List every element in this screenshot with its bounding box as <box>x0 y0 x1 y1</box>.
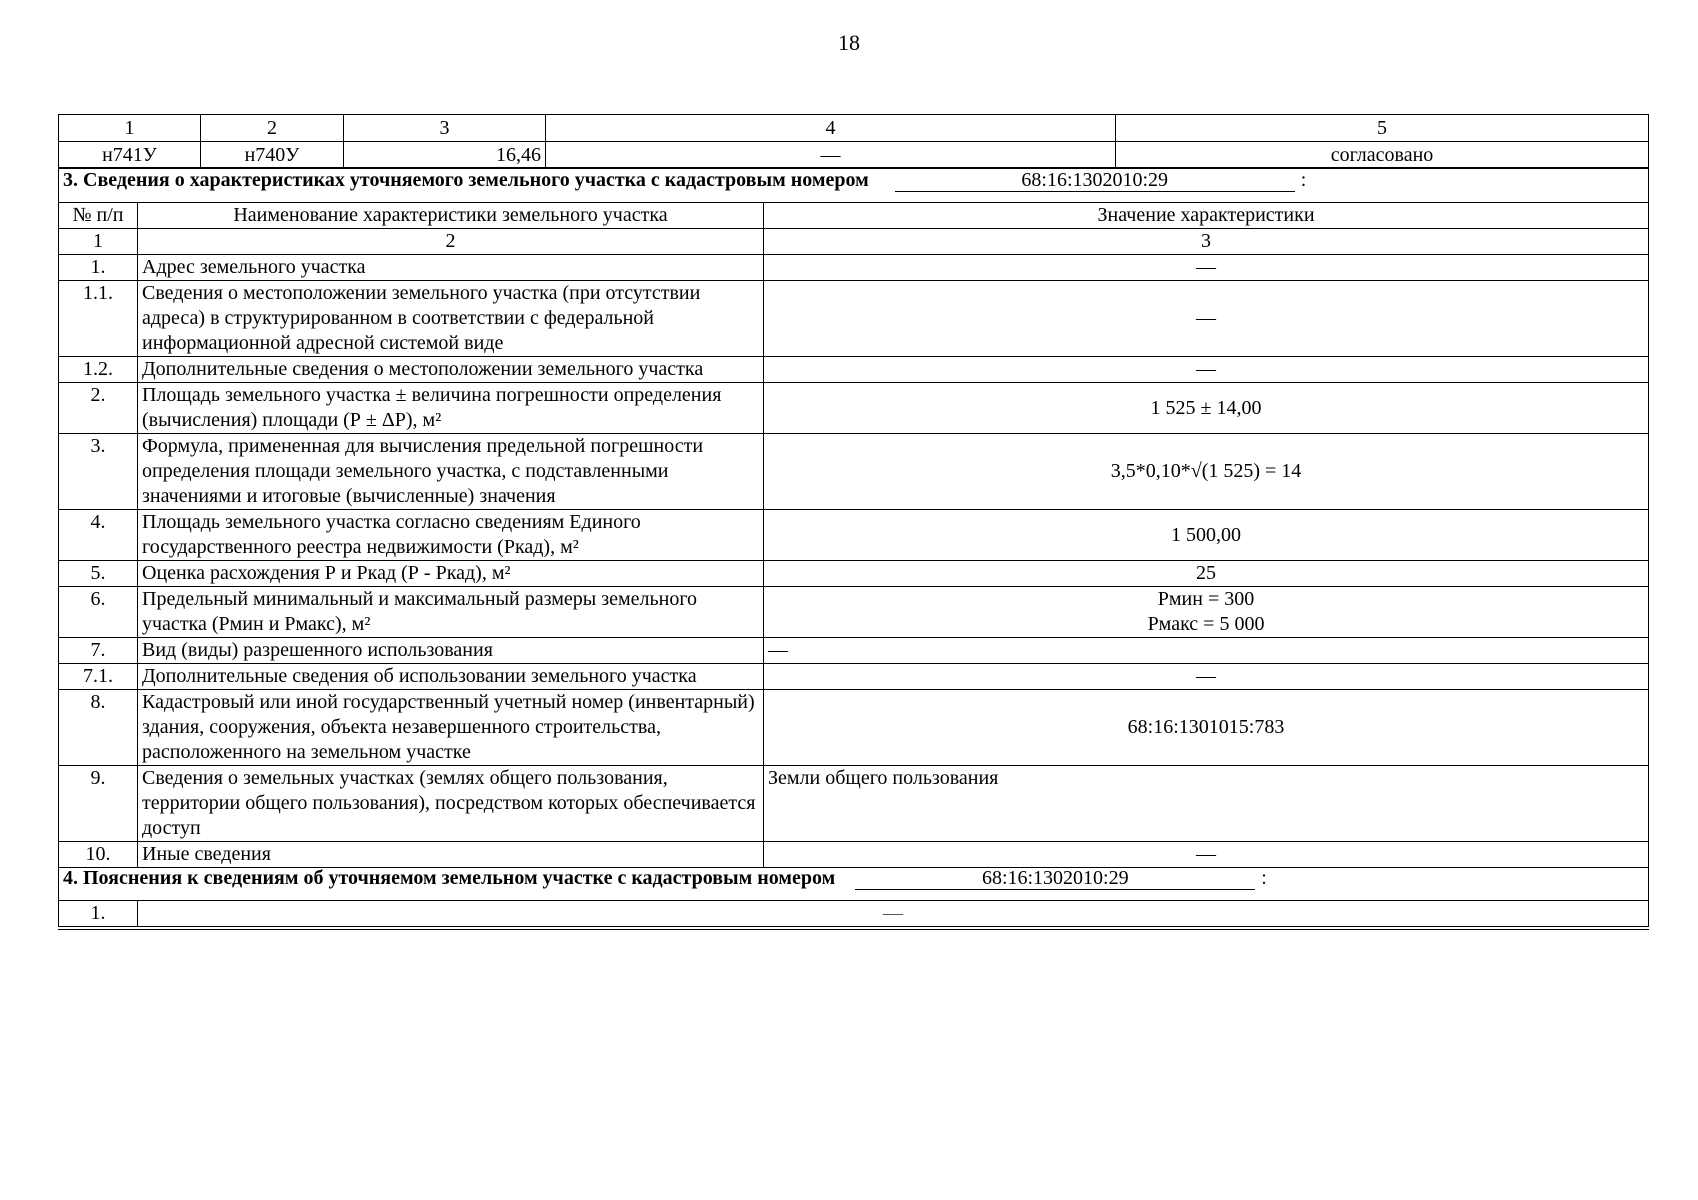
table1-header-4: 4 <box>546 115 1116 142</box>
table-row <box>59 842 1649 868</box>
characteristic-value: — <box>764 638 1649 664</box>
table-row <box>59 434 1649 510</box>
row-number: 10. <box>59 842 138 868</box>
table1-header-row <box>59 115 1649 142</box>
section4-title: 4. Пояснения к сведениям об уточняемом земельном участке с кадастровым номером <box>63 867 836 889</box>
row-number: 1. <box>59 901 138 929</box>
table-row <box>59 664 1649 690</box>
row-number: 1.1. <box>59 281 138 357</box>
table-row <box>59 383 1649 434</box>
section3-cadastral-number: 68:16:1302010:29 <box>895 169 1295 192</box>
characteristic-value: — <box>764 842 1649 868</box>
section4-title-cell <box>59 866 1649 901</box>
characteristic-name: Вид (виды) разрешенного использования <box>138 638 764 664</box>
section3-title-row <box>59 168 1649 203</box>
table-row <box>59 901 1649 929</box>
table-row <box>59 281 1649 357</box>
section3-title: 3. Сведения о характеристиках уточняемого земельного участка с кадастровым номером <box>63 169 869 191</box>
characteristic-value: 68:16:1301015:783 <box>764 690 1649 766</box>
characteristic-name: Оценка расхождения Р и Ркад (Р - Ркад), м² <box>138 561 764 587</box>
row-number: 1.2. <box>59 357 138 383</box>
characteristic-name: Формула, примененная для вычисления предельной погрешности определения площади земельного участка, с подставленными значениями и итоговые (вычисленные) значения <box>138 434 764 510</box>
characteristic-value <box>764 587 1649 638</box>
agreement-status: согласовано <box>1116 142 1649 169</box>
table1-header-5: 5 <box>1116 115 1649 142</box>
characteristic-name: Сведения о земельных участках (землях общего пользования, территории общего пользования), посредством которых обеспечивается доступ <box>138 766 764 842</box>
characteristic-value: Земли общего пользования <box>764 766 1649 842</box>
segment-length: 16,46 <box>344 142 546 169</box>
section3-column-number-row <box>59 229 1649 255</box>
page-number: 18 <box>838 30 860 55</box>
min-area-value: Рмин = 300 <box>1157 588 1255 610</box>
characteristic-name: Адрес земельного участка <box>138 255 764 281</box>
section3-colon: : <box>1300 169 1307 191</box>
row-number: 5. <box>59 561 138 587</box>
section4-title-row <box>59 866 1649 901</box>
row-number: 3. <box>59 434 138 510</box>
table-row <box>59 766 1649 842</box>
table-row <box>59 561 1649 587</box>
explanation-value: — <box>138 901 1649 929</box>
table-row <box>59 690 1649 766</box>
point-to: н740У <box>201 142 344 169</box>
characteristic-value: 3,5*0,10*√(1 525) = 14 <box>764 434 1649 510</box>
boundary-agreement-table <box>58 114 1649 169</box>
characteristic-name: Сведения о местоположении земельного участка (при отсутствии адреса) в структурированном в соответствии с федеральной информационной адресной системой виде <box>138 281 764 357</box>
section3-header-row <box>59 203 1649 229</box>
row-number: 6. <box>59 587 138 638</box>
table-row <box>59 357 1649 383</box>
characteristic-name: Кадастровый или иной государственный учетный номер (инвентарный) здания, сооружения, объекта незавершенного строительства, расположенного на земельном участке <box>138 690 764 766</box>
row-number: 7.1. <box>59 664 138 690</box>
characteristic-value: 1 525 ± 14,00 <box>764 383 1649 434</box>
column-number-3: 3 <box>764 229 1649 255</box>
characteristic-name: Площадь земельного участка ± величина погрешности определения (вычисления) площади (Р ± ΔР), м² <box>138 383 764 434</box>
table-row <box>59 142 1649 169</box>
row-number: 9. <box>59 766 138 842</box>
table1-header-1: 1 <box>59 115 201 142</box>
characteristic-value: 25 <box>764 561 1649 587</box>
column-header-value: Значение характеристики <box>764 203 1649 229</box>
table-row <box>59 510 1649 561</box>
table1-header-3: 3 <box>344 115 546 142</box>
row-number: 2. <box>59 383 138 434</box>
characteristic-name: Дополнительные сведения об использовании земельного участка <box>138 664 764 690</box>
row-number: 8. <box>59 690 138 766</box>
characteristic-name: Иные сведения <box>138 842 764 868</box>
characteristic-value: — <box>764 664 1649 690</box>
land-plot-explanations-table <box>58 866 1649 930</box>
table-row <box>59 255 1649 281</box>
column-header-number: № п/п <box>59 203 138 229</box>
section4-colon: : <box>1261 867 1267 889</box>
row-number: 7. <box>59 638 138 664</box>
column-number-1: 1 <box>59 229 138 255</box>
segment-note: — <box>546 142 1116 169</box>
characteristic-name: Предельный минимальный и максимальный размеры земельного участка (Рмин и Рмакс), м² <box>138 587 764 638</box>
column-header-name: Наименование характеристики земельного участка <box>138 203 764 229</box>
max-area-value: Рмакс = 5 000 <box>1147 613 1265 635</box>
characteristic-value: — <box>764 357 1649 383</box>
section3-title-cell <box>59 168 1649 203</box>
characteristic-name: Площадь земельного участка согласно сведениям Единого государственного реестра недвижимости (Ркад), м² <box>138 510 764 561</box>
row-number: 1. <box>59 255 138 281</box>
land-plot-characteristics-table <box>58 167 1649 868</box>
characteristic-value: 1 500,00 <box>764 510 1649 561</box>
table-row <box>59 638 1649 664</box>
characteristic-value: — <box>764 281 1649 357</box>
column-number-2: 2 <box>138 229 764 255</box>
row-number: 4. <box>59 510 138 561</box>
characteristic-name: Дополнительные сведения о местоположении земельного участка <box>138 357 764 383</box>
characteristic-value: — <box>764 255 1649 281</box>
table1-header-2: 2 <box>201 115 344 142</box>
point-from: н741У <box>59 142 201 169</box>
section4-cadastral-number: 68:16:1302010:29 <box>855 867 1255 890</box>
table-row <box>59 587 1649 638</box>
